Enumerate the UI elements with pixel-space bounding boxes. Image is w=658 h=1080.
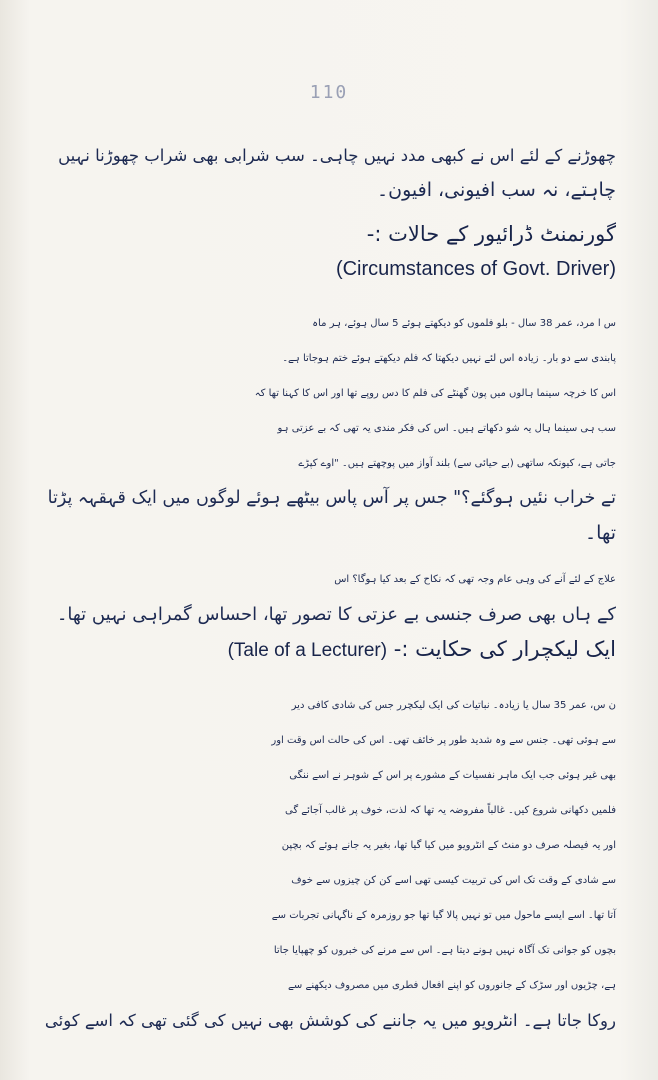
text-line: ن س، عمر 35 سال یا زیادہ۔ نباتیات کی ایک لیکچرر جس کی شادی کافی دیر <box>291 700 616 711</box>
text-line: فلمیں دکھانی شروع کیں۔ غالباً مفروضہ یہ تھا کہ لذت، خوف پر غالب آجائے گی <box>285 805 616 816</box>
text-line: تے خراب نئیں ہوگئے؟" جس پر آس پاس بیٹھے ہوئے لوگوں میں ایک قہقہہ پڑتا <box>47 488 616 508</box>
page-number: 110 <box>309 82 349 103</box>
text-line: چھوڑنے کے لئے اس نے کبھی مدد نہیں چاہی۔ سب شرابی بھی شراب چھوڑنا نہیں <box>58 146 616 165</box>
heading-lecturer <box>228 637 616 662</box>
text-line: اس کا خرچہ سینما ہالوں میں پون گھنٹے کی فلم کا دس روپے تھا اور اس کا کہنا تھا کہ <box>254 388 616 399</box>
paragraph-driver <box>48 306 616 551</box>
text-line: چاہتے، نہ سب افیونی، افیون۔ <box>377 179 616 201</box>
heading-lecturer-urdu: ایک لیکچرار کی حکایت :- <box>393 637 616 661</box>
text-line: بھی غیر ہوئی جب ایک ماہر نفسیات کے مشورے پر اس کے شوہر نے اسے ننگی <box>289 770 616 781</box>
text-line: روکا جاتا ہے۔ انٹرویو میں یہ جاننے کی کوشش بھی نہیں کی گئی تھی کہ اسے کوئی <box>44 1011 616 1030</box>
heading-driver-urdu: گورنمنٹ ڈرائیور کے حالات :- <box>366 222 616 246</box>
paragraph-intro <box>58 138 616 208</box>
text-line: علاج کے لئے آنے کی وہی عام وجہ تھی کہ نکاح کے بعد کیا ہوگا؟ اس <box>334 574 616 585</box>
heading-driver-english: (Circumstances of Govt. Driver) <box>335 258 616 280</box>
paragraph-treatment <box>57 562 616 632</box>
heading-lecturer-english: (Tale of a Lecturer) <box>227 640 388 661</box>
text-line: پابندی سے دو بار۔ زیادہ اس لئے نہیں دیکھتا کہ فلم دیکھتے ہوئے ختم ہوجاتا ہے۔ <box>282 353 616 364</box>
text-line: سے شادی کے وقت تک اس کی تربیت کیسی تھی اسے کن کن چیزوں سے خوف <box>291 875 616 886</box>
paragraph-lecturer <box>45 688 616 1038</box>
text-line: اور یہ فیصلہ صرف دو منٹ کے انٹرویو میں کیا گیا تھا، بغیر یہ جانے ہوئے کہ بچپن <box>281 840 616 851</box>
text-line: کے ہاں بھی صرف جنسی بے عزتی کا تصور تھا، احساس گمراہی نہیں تھا۔ <box>56 604 616 625</box>
text-line: سب ہی سینما ہال یہ شو دکھاتے ہیں۔ اس کی فکر مندی یہ تھی کہ بے عزتی ہو <box>277 423 616 434</box>
text-line: تھا۔ <box>585 522 616 544</box>
text-line: بچوں کو جوانی تک آگاہ نہیں ہونے دیتا ہے۔ اس سے مرنے کی خبروں کو چھپایا جاتا <box>273 945 616 956</box>
text-line: سے ہوئی تھی۔ جنس سے وہ شدید طور پر خائف تھی۔ اس کی حالت اس وقت اور <box>271 735 616 746</box>
text-line: جاتی ہے، کیونکہ ساتھی (بے حیائی سے) بلند آواز میں پوچھتے ہیں۔ "اوے کپڑے <box>298 458 616 469</box>
text-line: ہے، چڑیوں اور سڑک کے جانوروں کو اپنے افعال فطری میں مصروف دیکھنے سے <box>288 980 616 991</box>
text-line: س ا مرد، عمر 38 سال - بلو فلموں کو دیکھتے ہوئے 5 سال ہوئے، ہر ماہ <box>312 318 616 329</box>
text-line: آتا تھا۔ اسے ایسے ماحول میں تو نہیں پالا گیا تھا جو روزمرہ کے ناگہانی تجربات سے <box>271 910 616 921</box>
